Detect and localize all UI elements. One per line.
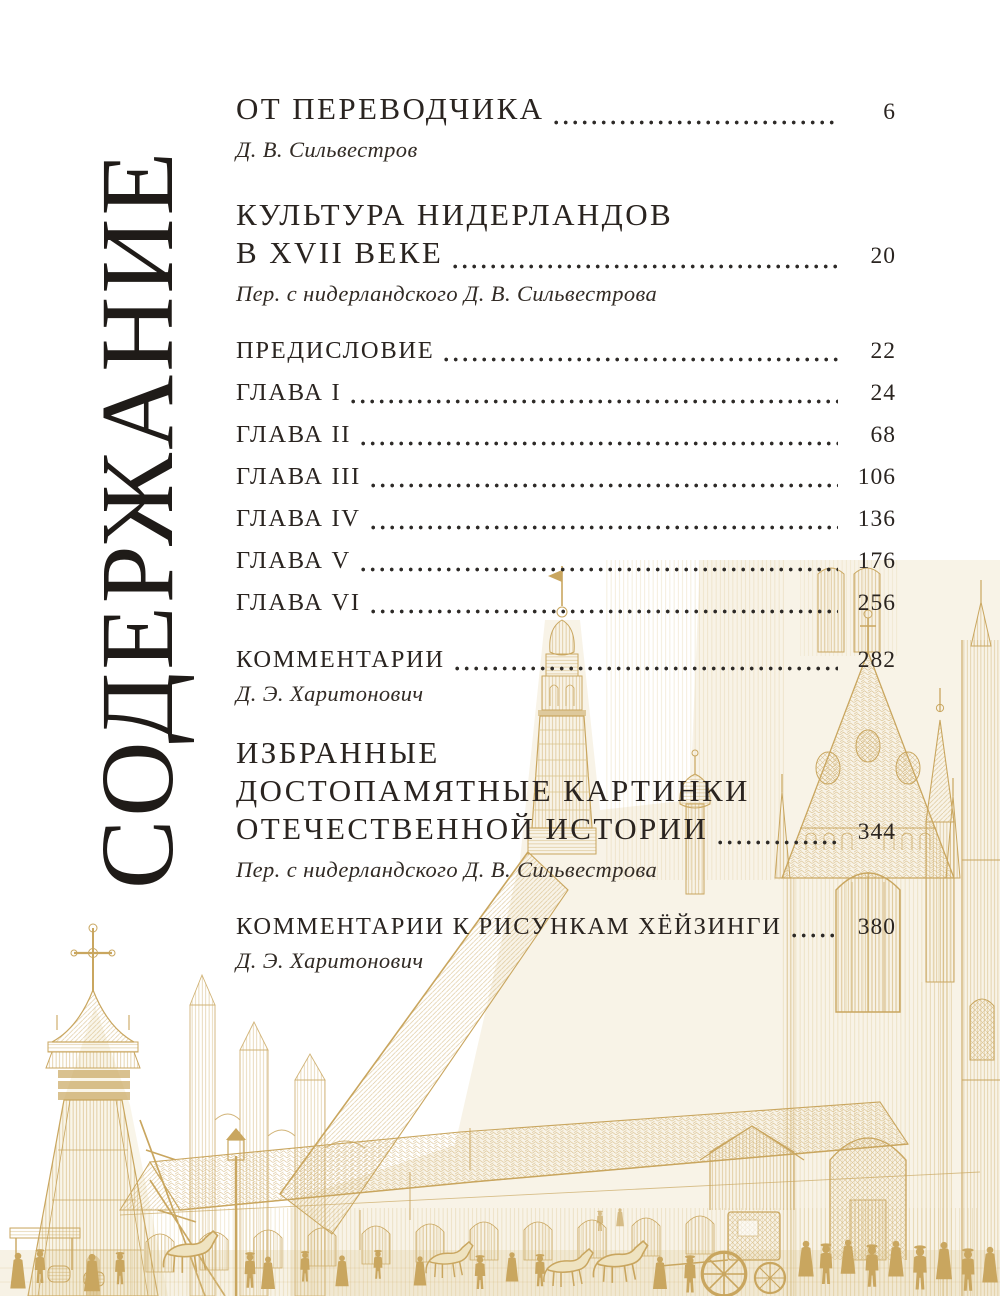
page-number: 344 [857, 819, 896, 845]
toc-entry-label: ПРЕДИСЛОВИЕ [236, 337, 435, 364]
toc-entry [236, 912, 896, 974]
toc-entry [236, 378, 896, 408]
toc-entry-label: КОММЕНТАРИИ [236, 646, 445, 673]
toc-entry-line [236, 772, 896, 810]
page-number: 20 [870, 243, 896, 269]
toc-entry [236, 504, 896, 534]
page-number: 136 [857, 506, 896, 532]
toc-entry-line [236, 734, 896, 772]
dot-leader [371, 525, 838, 530]
dot-leader [554, 120, 838, 125]
dot-leader [361, 441, 838, 446]
toc-entry-label: КОММЕНТАРИИ К РИСУНКАМ ХЁЙЗИНГИ [236, 913, 782, 940]
toc-entry-label: ГЛАВА VI [236, 589, 361, 616]
page-number: 24 [870, 380, 896, 406]
dot-leader [361, 567, 838, 572]
dot-leader [351, 399, 838, 404]
toc-entry [236, 462, 896, 492]
toc-entry-label: ГЛАВА II [236, 421, 352, 448]
toc-entry-line [236, 645, 896, 675]
dot-leader [792, 933, 838, 938]
toc-entry-byline: Пер. с нидерландского Д. В. Сильвестрова [236, 857, 658, 882]
page-number: 380 [857, 914, 896, 940]
page-number: 106 [857, 464, 896, 490]
toc-entry-line [236, 912, 896, 942]
toc-entry-byline: Д. Э. Харитонович [236, 948, 424, 973]
toc-entry-line [236, 90, 896, 131]
toc-entry [236, 90, 896, 163]
toc-entry-label: ГЛАВА I [236, 379, 342, 406]
toc-entry-byline: Д. Э. Харитонович [236, 681, 424, 706]
page-number: 68 [870, 422, 896, 448]
toc-entry-line [236, 234, 896, 275]
dot-leader [371, 483, 838, 488]
toc-entry [236, 546, 896, 576]
page-number: 282 [857, 647, 896, 673]
toc-entry-line [236, 462, 896, 492]
toc-entry-label: ГЛАВА III [236, 463, 362, 490]
toc-entry-line [236, 196, 896, 234]
toc-entry [236, 420, 896, 450]
toc-entry [236, 588, 896, 618]
toc-entry-byline: Пер. с нидерландского Д. В. Сильвестрова [236, 281, 658, 306]
toc-entry-byline: Д. В. Сильвестров [236, 137, 418, 162]
toc-entry-label: ДОСТОПАМЯТНЫЕ КАРТИНКИ [236, 773, 750, 808]
toc-entry-line [236, 336, 896, 366]
dot-leader [371, 609, 838, 614]
toc-entry-line [236, 588, 896, 618]
dot-leader [444, 357, 838, 362]
page-number: 6 [883, 99, 896, 125]
toc-entry-line [236, 546, 896, 576]
dot-leader [718, 840, 838, 845]
toc-entry [236, 196, 896, 307]
toc-entry-line [236, 810, 896, 851]
toc-entry-line [236, 420, 896, 450]
toc-entry-line [236, 378, 896, 408]
toc-entry-label: ИЗБРАННЫЕ [236, 735, 440, 770]
toc-entry-label: ОТ ПЕРЕВОДЧИКА [236, 91, 545, 126]
toc-entry [236, 645, 896, 707]
toc-entry-label: ОТЕЧЕСТВЕННОЙ ИСТОРИИ [236, 811, 709, 846]
page-number: 176 [857, 548, 896, 574]
toc-entry [236, 336, 896, 366]
toc-entry-label: В XVII ВЕКЕ [236, 235, 444, 270]
toc-entry-line [236, 504, 896, 534]
dot-leader [453, 264, 838, 269]
page-number: 22 [870, 338, 896, 364]
table-of-contents [236, 90, 896, 974]
dot-leader [455, 666, 838, 671]
toc-entry-label: ГЛАВА IV [236, 505, 361, 532]
page-number: 256 [857, 590, 896, 616]
contents-vertical-title: СОДЕРЖАНИЕ [80, 149, 195, 889]
toc-entry-label: КУЛЬТУРА НИДЕРЛАНДОВ [236, 197, 674, 232]
toc-entry [236, 734, 896, 883]
toc-entry-label: ГЛАВА V [236, 547, 351, 574]
